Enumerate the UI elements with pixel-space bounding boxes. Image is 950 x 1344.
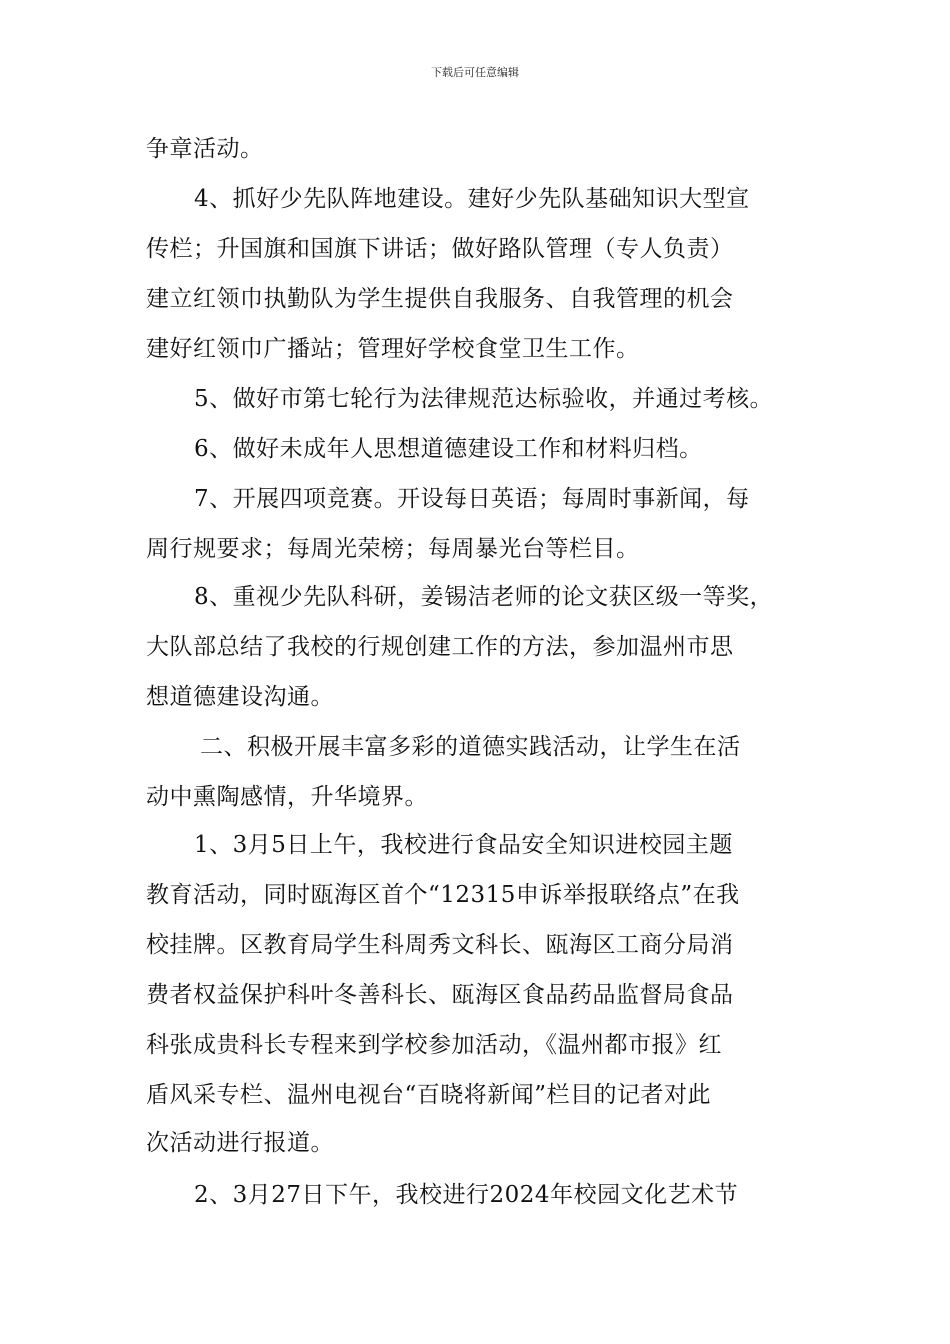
- text-line: 建立红领巾执勤队为学生提供自我服务、自我管理的机会: [146, 286, 734, 312]
- text-line: 周行规要求；每周光荣榜；每周暴光台等栏目。: [146, 536, 640, 562]
- text-line: 盾风采专栏、温州电视台“百晓将新闻”栏目的记者对此: [146, 1082, 712, 1108]
- text-line: 2、3月27日下午，我校进行2024年校园文化艺术节: [194, 1182, 739, 1208]
- text-line: 想道德建设沟通。: [146, 684, 334, 710]
- text-line: 5、做好市第七轮行为法律规范达标验收，并通过考核。: [194, 386, 774, 412]
- text-line: 科张成贵科长专程来到学校参加活动，《温州都市报》红: [146, 1032, 722, 1058]
- text-line: 4、抓好少先队阵地建设。建好少先队基础知识大型宣: [194, 186, 750, 212]
- text-line: 8、重视少先队科研，姜锡洁老师的论文获区级一等奖，: [194, 584, 774, 610]
- text-line: 1、3月5日上午，我校进行食品安全知识进校园主题: [194, 832, 733, 858]
- text-line: 大队部总结了我校的行规创建工作的方法，参加温州市思: [146, 634, 734, 660]
- page-header-note: 下载后可任意编辑: [431, 66, 519, 79]
- text-line: 次活动进行报道。: [146, 1130, 334, 1156]
- text-line: 教育活动，同时瓯海区首个“12315申诉举报联络点”在我: [146, 882, 740, 908]
- text-line: 动中熏陶感情，升华境界。: [146, 784, 428, 810]
- text-line: 二、积极开展丰富多彩的道德实践活动，让学生在活: [200, 734, 741, 760]
- text-line: 7、开展四项竞赛。开设每日英语；每周时事新闻，每: [194, 486, 750, 512]
- text-line: 建好红领巾广播站；管理好学校食堂卫生工作。: [146, 336, 640, 362]
- text-line: 校挂牌。区教育局学生科周秀文科长、瓯海区工商分局消: [146, 932, 734, 958]
- text-line: 费者权益保护科叶冬善科长、瓯海区食品药品监督局食品: [146, 982, 734, 1008]
- text-line: 传栏；升国旗和国旗下讲话；做好路队管理（专人负责）: [146, 236, 734, 262]
- text-line: 6、做好未成年人思想道德建设工作和材料归档。: [194, 436, 703, 462]
- text-line: 争章活动。: [146, 136, 264, 162]
